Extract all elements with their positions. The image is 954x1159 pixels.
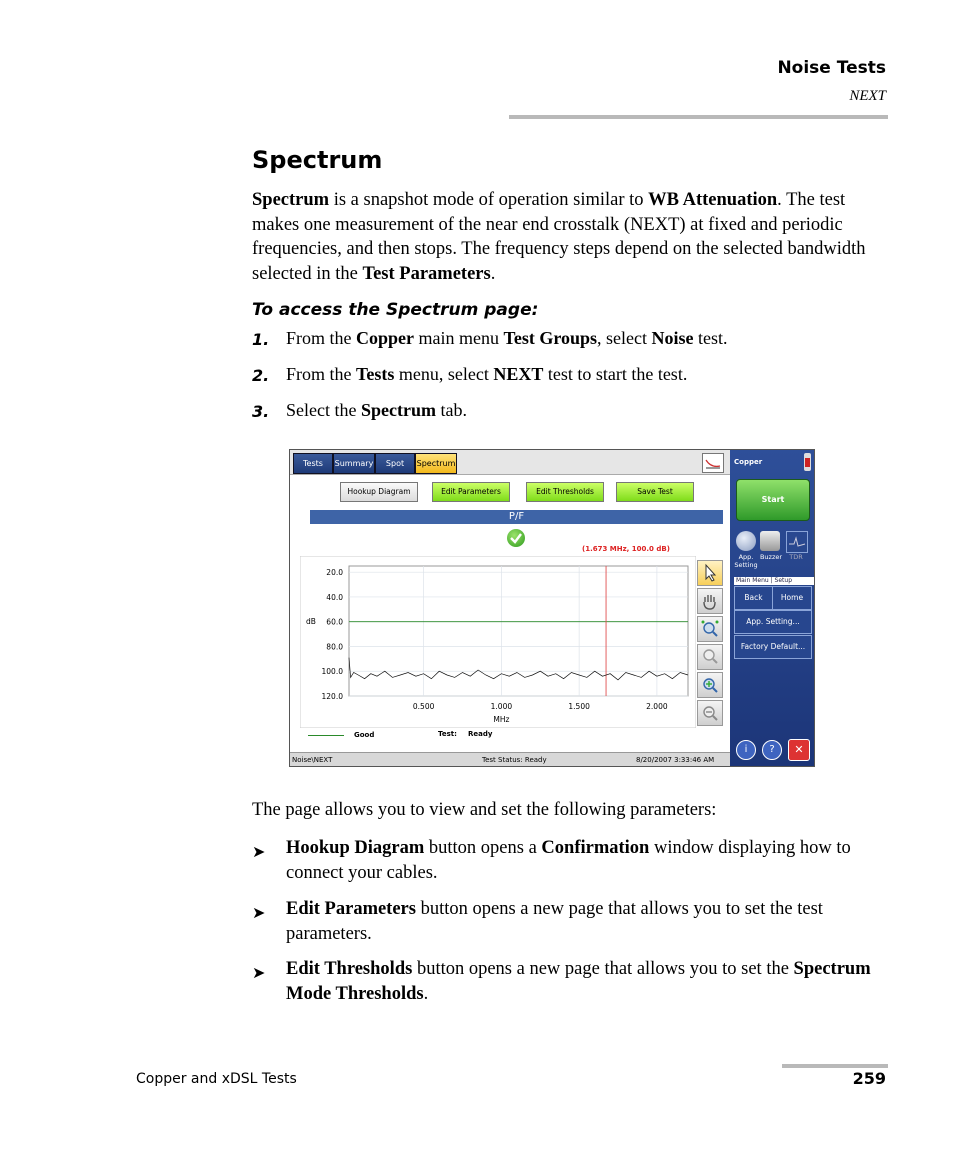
- page-heading: Spectrum: [252, 146, 383, 174]
- text-run: button opens a: [424, 838, 542, 858]
- step-number: 3.: [252, 402, 270, 421]
- back-menu-item[interactable]: Back: [734, 586, 773, 610]
- spectrum-chart[interactable]: [300, 556, 696, 728]
- footer-rule: [782, 1064, 888, 1068]
- bold-term: Spectrum: [252, 190, 330, 210]
- y-tick-label: 100.0: [321, 667, 343, 677]
- step-text: [286, 400, 467, 421]
- text-run: button opens a new page that allows you to set the test parameters.: [286, 899, 823, 944]
- home-menu-item[interactable]: Home: [772, 586, 812, 610]
- app-setting-label: App. Setting: [734, 553, 758, 569]
- status-mid: Test Status: Ready: [482, 756, 547, 764]
- status-right: 8/20/2007 3:33:46 AM: [636, 756, 715, 764]
- zoom-out-disabled-icon[interactable]: [697, 644, 723, 670]
- bullet-arrow-icon: ➤: [252, 963, 266, 982]
- edit-parameters-button[interactable]: Edit Parameters: [432, 482, 510, 502]
- text-run: button opens a new page that allows you to set the: [412, 959, 794, 979]
- test-value: Ready: [468, 730, 493, 738]
- intro-paragraph: [252, 188, 892, 286]
- x-tick-label: 1.500: [568, 702, 590, 711]
- footer-book-title: Copper and xDSL Tests: [136, 1071, 297, 1087]
- pass-check-icon: [507, 529, 525, 547]
- plot-area: [349, 566, 688, 696]
- x-tick-label: 2.000: [646, 702, 668, 711]
- info-icon[interactable]: i: [736, 740, 756, 760]
- page-number: 259: [852, 1069, 886, 1088]
- hookup-diagram-button[interactable]: Hookup Diagram: [340, 482, 418, 502]
- battery-icon: [804, 453, 811, 471]
- tab-spot[interactable]: Spot: [375, 453, 415, 474]
- help-icon[interactable]: ?: [762, 740, 782, 760]
- text-run: tab.: [435, 400, 467, 420]
- bold-term: Hookup Diagram: [286, 838, 425, 858]
- bold-term: Confirmation: [541, 838, 650, 858]
- header-subsection: NEXT: [849, 88, 886, 104]
- text-run: test.: [693, 328, 728, 348]
- header-rule: [509, 115, 888, 119]
- status-bar: [290, 752, 730, 767]
- zoom-fit-icon[interactable]: [697, 616, 723, 642]
- y-tick-label: 40.0: [326, 592, 343, 602]
- bold-term: Noise: [651, 328, 694, 348]
- text-run: From the: [286, 328, 356, 348]
- bold-term: Edit Parameters: [286, 899, 416, 919]
- pf-bar: P/F: [310, 510, 723, 524]
- text-run: menu, select: [394, 364, 494, 384]
- step-number: 1.: [252, 330, 270, 349]
- x-axis-label: MHz: [493, 715, 510, 724]
- buzzer-icon[interactable]: [760, 531, 780, 551]
- bold-term: NEXT: [493, 364, 544, 384]
- text-run: .: [423, 984, 429, 1004]
- text-run: main menu: [414, 328, 504, 348]
- text-run: . The test makes one measurement of the near end crosstalk (NEXT) at fixed and periodic frequencies, and then stops. The frequency steps depend on the selected bandwidth selected in the: [252, 190, 866, 284]
- bold-term: Spectrum: [360, 400, 436, 420]
- step-text: [286, 328, 728, 349]
- bold-term: Tests: [356, 364, 395, 384]
- text-run: , select: [597, 328, 652, 348]
- text-run: is a snapshot mode of operation similar to: [329, 190, 649, 210]
- y-axis-label: dB: [306, 617, 316, 627]
- bold-term: Copper: [356, 328, 414, 348]
- pointer-tool-icon[interactable]: [697, 560, 723, 586]
- bold-term: Edit Thresholds: [286, 959, 413, 979]
- bullet-text: [286, 897, 886, 947]
- bullet-arrow-icon: ➤: [252, 842, 266, 861]
- x-tick-label: 0.500: [412, 702, 435, 711]
- buzzer-label: Buzzer: [759, 553, 783, 561]
- y-tick-label: 20.0: [326, 568, 343, 578]
- app-setting-menu-item[interactable]: App. Setting...: [734, 610, 812, 634]
- bullet-arrow-icon: ➤: [252, 903, 266, 922]
- x-tick-label: 1.000: [490, 702, 513, 711]
- sidebar-title: Copper: [734, 458, 763, 466]
- text-run: test to start the test.: [543, 364, 688, 384]
- text-run: Select the: [286, 400, 361, 420]
- test-label: Test:: [438, 730, 457, 738]
- edit-thresholds-button[interactable]: Edit Thresholds: [526, 482, 604, 502]
- pan-hand-icon[interactable]: [697, 588, 723, 614]
- zoom-reset-icon[interactable]: [697, 700, 723, 726]
- zoom-in-icon[interactable]: [697, 672, 723, 698]
- parameters-intro: The page allows you to view and set the following parameters:: [252, 800, 717, 820]
- tab-spectrum[interactable]: Spectrum: [415, 453, 457, 474]
- menu-header: Main Menu | Setup: [734, 577, 814, 585]
- legend-good-swatch: [308, 735, 344, 736]
- bold-term: Spectrum Mode Thresholds: [286, 959, 871, 1004]
- step-number: 2.: [252, 366, 270, 385]
- bold-term: Test Groups: [503, 328, 598, 348]
- y-tick-label: 80.0: [326, 642, 343, 652]
- sidebar: [730, 450, 814, 766]
- bold-term: Test Parameters: [362, 263, 491, 284]
- bold-term: WB Attenuation: [648, 190, 778, 210]
- header-section-title: Noise Tests: [777, 58, 886, 78]
- tab-bar: [290, 450, 730, 475]
- tdr-icon[interactable]: [786, 531, 808, 553]
- factory-default-menu-item[interactable]: Factory Default...: [734, 635, 812, 659]
- bullet-text: [286, 957, 886, 1007]
- tab-summary[interactable]: Summary: [333, 453, 375, 474]
- start-button[interactable]: Start: [736, 479, 810, 521]
- procedure-title: To access the Spectrum page:: [252, 300, 539, 320]
- text-run: window displaying how to connect your cables.: [286, 838, 851, 883]
- status-left: Noise\NEXT: [292, 756, 333, 764]
- tab-tests[interactable]: Tests: [293, 453, 333, 474]
- step-text: [286, 364, 687, 385]
- close-icon[interactable]: ✕: [788, 739, 810, 761]
- cursor-readout: (1.673 MHz, 100.0 dB): [582, 545, 670, 553]
- chart-icon[interactable]: [702, 453, 724, 473]
- text-run: From the: [286, 364, 356, 384]
- y-tick-label: 60.0: [326, 617, 343, 627]
- y-tick-label: 120.0: [321, 692, 343, 701]
- text-run: .: [490, 263, 496, 284]
- save-test-button[interactable]: Save Test: [616, 482, 694, 502]
- app-setting-icon[interactable]: [736, 531, 756, 551]
- legend-good-label: Good: [354, 731, 375, 739]
- tdr-label: TDR: [789, 553, 803, 561]
- device-screenshot: [289, 449, 815, 767]
- bullet-text: [286, 836, 886, 886]
